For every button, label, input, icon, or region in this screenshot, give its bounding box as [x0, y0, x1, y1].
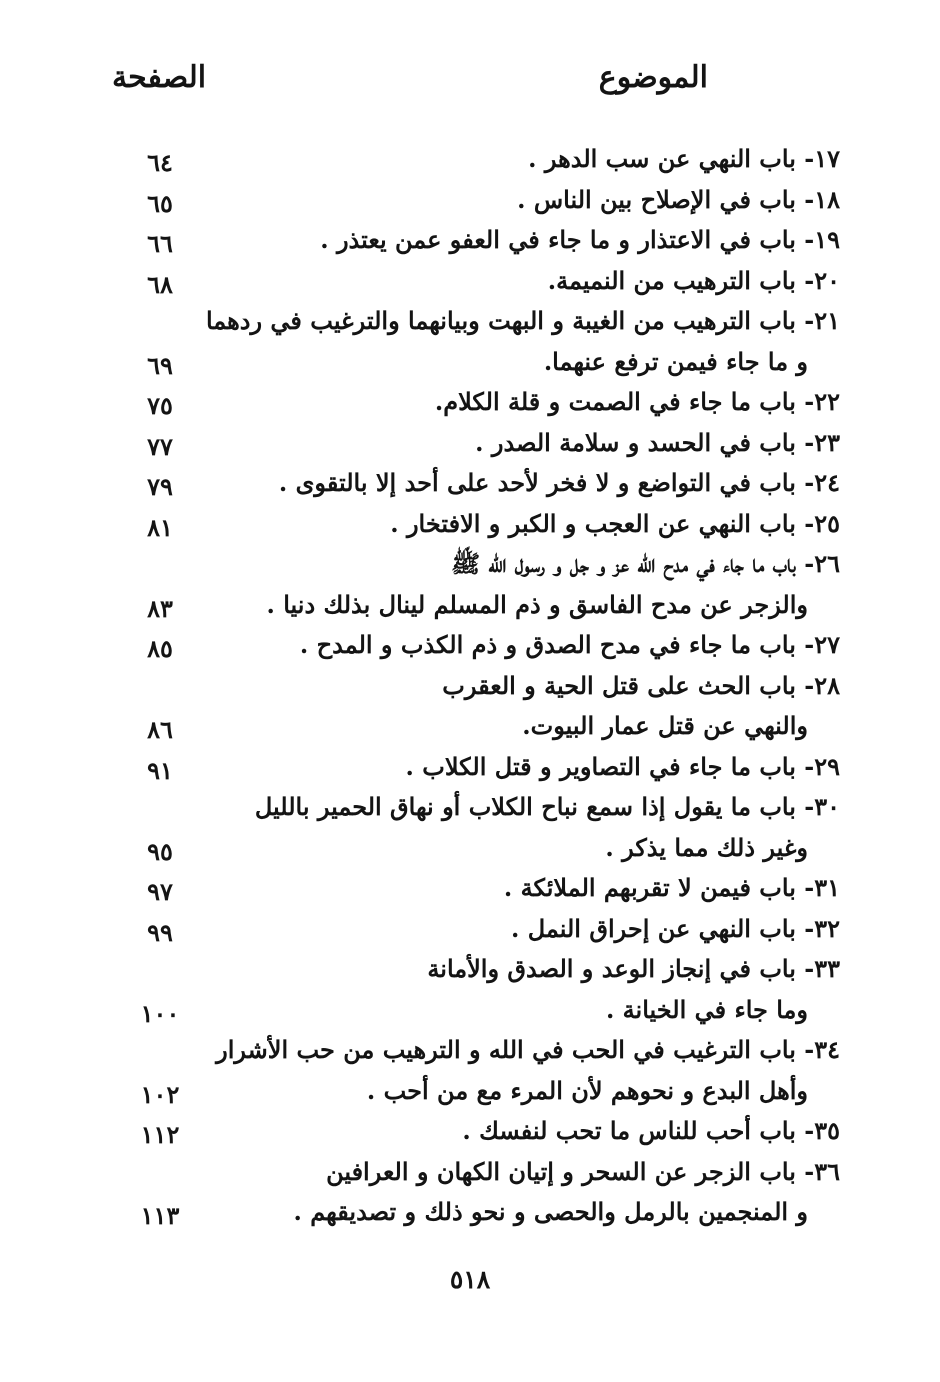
toc-entry-title: ٢٨- باب الحث على قتل الحية و العقرب [442, 670, 840, 700]
toc-entry-title: ٢٦- باب ما جاء في مدح الله عز و جل و رسول الله ﷺ [451, 549, 840, 578]
toc-entry-page: ٨٥ [147, 634, 173, 663]
toc-entry [0, 140, 940, 181]
toc-entry-title: ٣٦- باب الزجر عن السحر و إتيان الكهان و العرافين [326, 1156, 840, 1186]
toc-entry-title: ٣٣- باب في إنجاز الوعد و الصدق والأمانة [427, 954, 840, 983]
column-header-page: الصفحة [112, 60, 207, 95]
toc-entry [0, 748, 940, 789]
toc-entry-page: ٧٩ [147, 472, 173, 501]
toc-entry-page: ٩٥ [147, 836, 173, 866]
toc-entry [0, 1112, 940, 1153]
toc-entry-title: ١٨- باب في الإصلاح بين الناس . [517, 184, 840, 214]
toc-entry-title: ٣١- باب فيمن لا تقربهم الملائكة . [503, 873, 840, 902]
toc-entry [0, 181, 940, 222]
toc-entry-page: ٨١ [147, 512, 173, 542]
toc-entry-title: ٢٩- باب ما جاء في التصاوير و قتل الكلاب . [405, 751, 840, 781]
toc-entry-title: ٢٤- باب في التواضع و لا فخر لأحد على أحد إلا بالتقوى . [278, 468, 840, 497]
toc-entry [0, 869, 940, 910]
toc-entry-page: ٦٦ [147, 229, 173, 258]
toc-entry-page: ١٠٠ [140, 998, 180, 1028]
toc-entry-page: ٦٥ [147, 188, 173, 218]
toc-entry-title: ٢٠- باب الترهيب من النميمة. [547, 265, 840, 295]
toc-entry-page: ٦٩ [147, 350, 173, 380]
toc-entry-page: ٩٩ [147, 917, 173, 947]
table-of-contents [0, 140, 940, 1234]
toc-entry-title: ٣٢- باب النهي عن إحراق النمل . [510, 913, 840, 943]
toc-entry-title: ٣٠- باب ما يقول إذا سمع نباح الكلاب أو نهاق الحمير بالليل [254, 792, 840, 821]
toc-entry-title: ٣٥- باب أحب للناس ما تحب لنفسك . [462, 1116, 840, 1145]
toc-entry-page: ١١٣ [140, 1201, 180, 1230]
toc-entry-page: ٧٧ [147, 431, 173, 461]
toc-entry [0, 302, 940, 343]
toc-entry-continuation [0, 707, 940, 748]
toc-entry-title: وغير ذلك مما يذكر . [605, 832, 808, 862]
toc-entry-page: ٧٥ [147, 391, 173, 420]
toc-entry-title: وما جاء في الخيانة . [605, 994, 808, 1024]
toc-entry-page: ٨٦ [147, 715, 173, 744]
page-number: ٥١٨ [449, 1265, 491, 1294]
toc-entry-page: ٦٤ [147, 148, 173, 177]
toc-entry-continuation [0, 586, 940, 627]
toc-entry-page: ٩٧ [147, 877, 173, 906]
toc-entry [0, 221, 940, 262]
toc-entry-title: ١٧- باب النهي عن سب الدهر . [528, 144, 840, 173]
toc-entry-continuation [0, 991, 940, 1032]
toc-entry [0, 1153, 940, 1194]
toc-entry-continuation [0, 343, 940, 384]
toc-entry-page: ٨٣ [147, 593, 173, 623]
toc-entry-title: و المنجمين بالرمل والحصى و نحو ذلك و تصديقهم . [293, 1197, 808, 1226]
toc-entry-page: ١٠٢ [140, 1079, 180, 1109]
toc-entry-page: ١١٢ [140, 1120, 180, 1149]
toc-entry-title: ٢٢- باب ما جاء في الصمت و قلة الكلام. [434, 387, 840, 416]
toc-entry [0, 950, 940, 991]
toc-entry [0, 424, 940, 465]
toc-entry-title: ٢٥- باب النهي عن العجب و الكبر و الافتخار . [390, 508, 840, 538]
toc-entry-title: و ما جاء فيمن ترفع عنهما. [543, 346, 808, 376]
toc-entry-continuation [0, 1193, 940, 1234]
toc-entry-continuation [0, 1072, 940, 1113]
toc-entry-page: ٦٨ [147, 269, 173, 299]
toc-entry [0, 383, 940, 424]
toc-entry-title: والنهي عن قتل عمار البيوت. [522, 711, 808, 740]
toc-entry-title: وأهل البدع و نحوهم لأن المرء مع من أحب . [366, 1075, 808, 1105]
column-header-topic: الموضوع [598, 60, 708, 95]
toc-entry [0, 626, 940, 667]
toc-entry [0, 464, 940, 505]
toc-entry-title: ٢١- باب الترهيب من الغيبة و البهت وبيانهما والترغيب في ردهما [205, 306, 840, 335]
toc-entry [0, 505, 940, 546]
toc-entry [0, 788, 940, 829]
toc-entry [0, 667, 940, 708]
toc-entry [0, 262, 940, 303]
toc-entry-continuation [0, 829, 940, 870]
toc-entry-title: ٢٣- باب في الحسد و سلامة الصدر . [475, 427, 840, 457]
toc-entry-title: ٣٤- باب الترغيب في الحب في الله و الترهيب من حب الأشرار [216, 1035, 840, 1064]
toc-entry-page: ٩١ [147, 755, 173, 785]
toc-entry [0, 545, 940, 586]
toc-entry [0, 910, 940, 951]
toc-entry-title: ١٩- باب في الاعتذار و ما جاء في العفو عمن يعتذر . [320, 225, 840, 254]
toc-entry-title: ٢٧- باب ما جاء في مدح الصدق و ذم الكذب و المدح . [299, 630, 840, 659]
toc-entry-title: والزجر عن مدح الفاسق و ذم المسلم لينال بذلك دنيا . [266, 589, 808, 619]
toc-entry [0, 1031, 940, 1072]
